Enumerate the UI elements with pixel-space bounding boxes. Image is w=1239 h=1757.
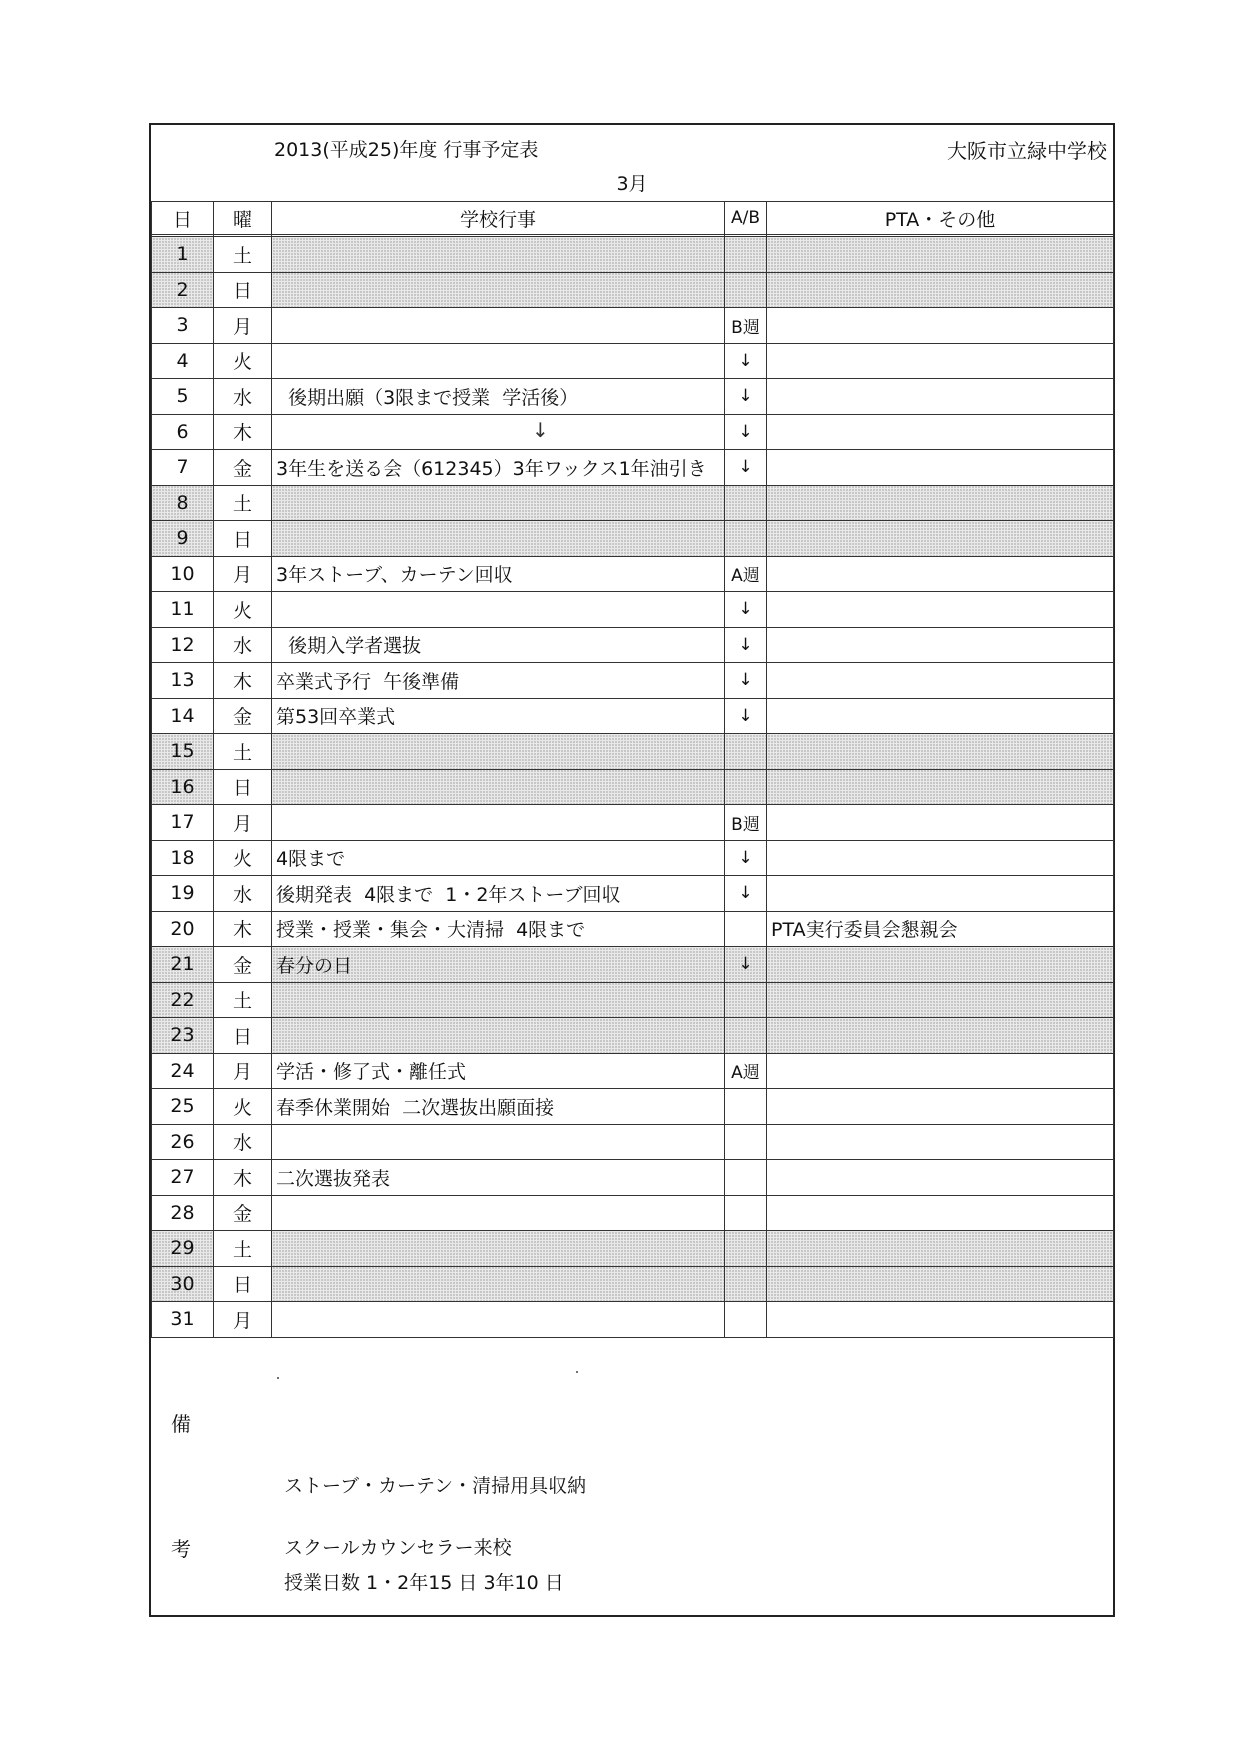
day-cell: 2 — [152, 272, 214, 308]
event-cell: 後期発表 4限まで 1・2年ストーブ回収 — [272, 876, 725, 912]
table-row — [152, 379, 1114, 415]
month-label: 3月 — [616, 173, 648, 195]
remarks-line: ストーブ・カーテン・清掃用具収納 — [284, 1475, 587, 1497]
pta-other-cell — [767, 592, 1114, 628]
pta-other-cell — [767, 272, 1114, 308]
pta-other-cell — [767, 982, 1114, 1018]
event-cell — [272, 272, 725, 308]
school-name: 大阪市立緑中学校 — [947, 139, 1107, 163]
table-row — [152, 1018, 1114, 1054]
remarks-section — [151, 1368, 1113, 1615]
event-cell: 卒業式予行 午後準備 — [272, 663, 725, 699]
event-cell: 学活・修了式・離任式 — [272, 1053, 725, 1089]
ab-week-cell: ↓ — [725, 343, 767, 379]
col-header-day: 日 — [152, 202, 214, 235]
event-cell: 後期出願（3限まで授業 学活後） — [272, 379, 725, 415]
weekday-cell: 金 — [214, 947, 272, 983]
weekday-cell: 金 — [214, 698, 272, 734]
table-row — [152, 1231, 1114, 1267]
pta-other-cell — [767, 1266, 1114, 1302]
event-cell — [272, 734, 725, 770]
weekday-cell: 日 — [214, 1018, 272, 1054]
weekday-cell: 水 — [214, 627, 272, 663]
ab-week-cell — [725, 1302, 767, 1338]
pta-other-cell — [767, 450, 1114, 486]
weekday-cell: 土 — [214, 982, 272, 1018]
event-cell — [272, 485, 725, 521]
event-cell — [272, 1302, 725, 1338]
ab-week-cell — [725, 1266, 767, 1302]
day-cell: 24 — [152, 1053, 214, 1089]
weekday-cell: 土 — [214, 1231, 272, 1267]
event-cell — [272, 308, 725, 344]
ab-week-cell: B週 — [725, 308, 767, 344]
day-cell: 21 — [152, 947, 214, 983]
event-cell: 4限まで — [272, 840, 725, 876]
weekday-cell: 水 — [214, 1124, 272, 1160]
event-cell: 春季休業開始 二次選抜出願面接 — [272, 1089, 725, 1125]
table-row — [152, 308, 1114, 344]
event-cell: 3年生を送る会（612345）3年ワックス1年油引き — [272, 450, 725, 486]
event-cell: 授業・授業・集会・大清掃 4限まで — [272, 911, 725, 947]
ab-week-cell: ↓ — [725, 947, 767, 983]
weekday-cell: 日 — [214, 272, 272, 308]
table-row — [152, 1195, 1114, 1231]
event-cell — [272, 982, 725, 1018]
table-row — [152, 698, 1114, 734]
col-header-events: 学校行事 — [272, 202, 725, 235]
pta-other-cell — [767, 379, 1114, 415]
ab-week-cell — [725, 485, 767, 521]
ab-week-cell — [725, 982, 767, 1018]
weekday-cell: 月 — [214, 805, 272, 841]
weekday-cell: 月 — [214, 1053, 272, 1089]
weekday-cell: 火 — [214, 840, 272, 876]
pta-other-cell — [767, 556, 1114, 592]
event-cell — [272, 343, 725, 379]
event-cell — [272, 1018, 725, 1054]
ab-week-cell — [725, 1195, 767, 1231]
pta-other-cell: PTA実行委員会懇親会 — [767, 911, 1114, 947]
day-cell: 12 — [152, 627, 214, 663]
ab-week-cell: ↓ — [725, 876, 767, 912]
table-row — [152, 911, 1114, 947]
table-row — [152, 805, 1114, 841]
event-cell: 春分の日 — [272, 947, 725, 983]
pta-other-cell — [767, 663, 1114, 699]
table-row — [152, 450, 1114, 486]
day-cell: 18 — [152, 840, 214, 876]
day-cell: 17 — [152, 805, 214, 841]
day-cell: 5 — [152, 379, 214, 415]
weekday-cell: 木 — [214, 414, 272, 450]
day-cell: 11 — [152, 592, 214, 628]
table-row — [152, 769, 1114, 805]
scan-dot — [277, 1377, 279, 1379]
table-header-row — [152, 202, 1114, 235]
pta-other-cell — [767, 308, 1114, 344]
ab-week-cell: A週 — [725, 1053, 767, 1089]
day-cell: 26 — [152, 1124, 214, 1160]
table-row — [152, 982, 1114, 1018]
day-cell: 30 — [152, 1266, 214, 1302]
event-cell: 後期入学者選抜 — [272, 627, 725, 663]
event-cell — [272, 1195, 725, 1231]
table-row — [152, 1089, 1114, 1125]
pta-other-cell — [767, 1089, 1114, 1125]
day-cell: 4 — [152, 343, 214, 379]
weekday-cell: 日 — [214, 769, 272, 805]
ab-week-cell — [725, 1231, 767, 1267]
weekday-cell: 火 — [214, 343, 272, 379]
ab-week-cell — [725, 1160, 767, 1196]
ab-week-cell — [725, 237, 767, 273]
weekday-cell: 木 — [214, 911, 272, 947]
col-header-other: PTA・その他 — [767, 202, 1114, 235]
table-row — [152, 521, 1114, 557]
pta-other-cell — [767, 627, 1114, 663]
table-row — [152, 627, 1114, 663]
weekday-cell: 水 — [214, 379, 272, 415]
pta-other-cell — [767, 414, 1114, 450]
pta-other-cell — [767, 1302, 1114, 1338]
event-cell: 第53回卒業式 — [272, 698, 725, 734]
table-row — [152, 485, 1114, 521]
weekday-cell: 火 — [214, 592, 272, 628]
day-cell: 28 — [152, 1195, 214, 1231]
weekday-cell: 土 — [214, 734, 272, 770]
pta-other-cell — [767, 734, 1114, 770]
day-cell: 29 — [152, 1231, 214, 1267]
event-cell — [272, 1231, 725, 1267]
pta-other-cell — [767, 1053, 1114, 1089]
table-row — [152, 947, 1114, 983]
table-row — [152, 272, 1114, 308]
ab-week-cell — [725, 1018, 767, 1054]
day-cell: 3 — [152, 308, 214, 344]
weekday-cell: 日 — [214, 1266, 272, 1302]
event-cell — [272, 521, 725, 557]
weekday-cell: 月 — [214, 308, 272, 344]
ab-week-cell: ↓ — [725, 698, 767, 734]
table-row — [152, 1160, 1114, 1196]
weekday-cell: 木 — [214, 1160, 272, 1196]
weekday-cell: 月 — [214, 1302, 272, 1338]
ab-week-cell: ↓ — [725, 840, 767, 876]
ab-week-cell: ↓ — [725, 379, 767, 415]
pta-other-cell — [767, 1231, 1114, 1267]
event-cell — [272, 805, 725, 841]
day-cell: 27 — [152, 1160, 214, 1196]
sheet-header — [151, 125, 1113, 202]
pta-other-cell — [767, 876, 1114, 912]
pta-other-cell — [767, 947, 1114, 983]
day-cell: 8 — [152, 485, 214, 521]
table-row — [152, 734, 1114, 770]
table-body — [152, 235, 1114, 1338]
day-cell: 22 — [152, 982, 214, 1018]
ab-week-cell — [725, 1124, 767, 1160]
table-row — [152, 1302, 1114, 1338]
ab-week-cell: ↓ — [725, 627, 767, 663]
day-cell: 25 — [152, 1089, 214, 1125]
event-cell — [272, 1266, 725, 1302]
event-cell — [272, 414, 725, 450]
ab-week-cell: B週 — [725, 805, 767, 841]
ab-week-cell — [725, 769, 767, 805]
table-row — [152, 840, 1114, 876]
ab-week-cell: ↓ — [725, 663, 767, 699]
event-cell — [272, 237, 725, 273]
ab-week-cell — [725, 1089, 767, 1125]
col-header-weekday: 曜 — [214, 202, 272, 235]
pta-other-cell — [767, 840, 1114, 876]
table-row — [152, 1266, 1114, 1302]
ab-week-cell — [725, 272, 767, 308]
weekday-cell: 月 — [214, 556, 272, 592]
schedule-table — [151, 201, 1114, 1338]
table-row — [152, 592, 1114, 628]
weekday-cell: 金 — [214, 450, 272, 486]
ab-week-cell: ↓ — [725, 414, 767, 450]
schedule-sheet — [149, 123, 1115, 1617]
under-arrow: ↓ — [532, 418, 549, 442]
ab-week-cell — [725, 521, 767, 557]
pta-other-cell — [767, 343, 1114, 379]
pta-other-cell — [767, 769, 1114, 805]
table-row — [152, 663, 1114, 699]
table-row — [152, 343, 1114, 379]
day-cell: 31 — [152, 1302, 214, 1338]
day-cell: 1 — [152, 237, 214, 273]
day-cell: 20 — [152, 911, 214, 947]
remarks-label-bottom: 考 — [171, 1537, 191, 1561]
weekday-cell: 土 — [214, 485, 272, 521]
day-cell: 13 — [152, 663, 214, 699]
ab-week-cell: A週 — [725, 556, 767, 592]
day-cell: 23 — [152, 1018, 214, 1054]
weekday-cell: 金 — [214, 1195, 272, 1231]
event-cell — [272, 1124, 725, 1160]
pta-other-cell — [767, 1160, 1114, 1196]
ab-week-cell: ↓ — [725, 592, 767, 628]
event-cell — [272, 592, 725, 628]
pta-other-cell — [767, 485, 1114, 521]
ab-week-cell — [725, 911, 767, 947]
pta-other-cell — [767, 805, 1114, 841]
page-title: 2013(平成25)年度 行事予定表 — [274, 139, 539, 161]
weekday-cell: 木 — [214, 663, 272, 699]
remarks-label-top: 備 — [171, 1412, 191, 1436]
weekday-cell: 日 — [214, 521, 272, 557]
ab-week-cell — [725, 734, 767, 770]
day-cell: 16 — [152, 769, 214, 805]
table-row — [152, 876, 1114, 912]
table-row — [152, 237, 1114, 273]
day-cell: 10 — [152, 556, 214, 592]
col-header-ab: A/B — [725, 202, 767, 235]
day-cell: 6 — [152, 414, 214, 450]
day-cell: 15 — [152, 734, 214, 770]
weekday-cell: 土 — [214, 237, 272, 273]
pta-other-cell — [767, 1124, 1114, 1160]
weekday-cell: 水 — [214, 876, 272, 912]
pta-other-cell — [767, 1195, 1114, 1231]
pta-other-cell — [767, 521, 1114, 557]
event-cell — [272, 769, 725, 805]
remarks-line: 授業日数 1・2年15 日 3年10 日 — [284, 1572, 564, 1594]
pta-other-cell — [767, 1018, 1114, 1054]
scan-dot — [576, 1371, 578, 1373]
weekday-cell: 火 — [214, 1089, 272, 1125]
day-cell: 19 — [152, 876, 214, 912]
table-row — [152, 556, 1114, 592]
pta-other-cell — [767, 237, 1114, 273]
day-cell: 9 — [152, 521, 214, 557]
table-row — [152, 1124, 1114, 1160]
remarks-line: スクールカウンセラー来校 — [284, 1537, 512, 1559]
ab-week-cell: ↓ — [725, 450, 767, 486]
pta-other-cell — [767, 698, 1114, 734]
day-cell: 14 — [152, 698, 214, 734]
table-row — [152, 414, 1114, 450]
event-cell: 3年ストーブ、カーテン回収 — [272, 556, 725, 592]
event-cell: 二次選抜発表 — [272, 1160, 725, 1196]
day-cell: 7 — [152, 450, 214, 486]
table-row — [152, 1053, 1114, 1089]
